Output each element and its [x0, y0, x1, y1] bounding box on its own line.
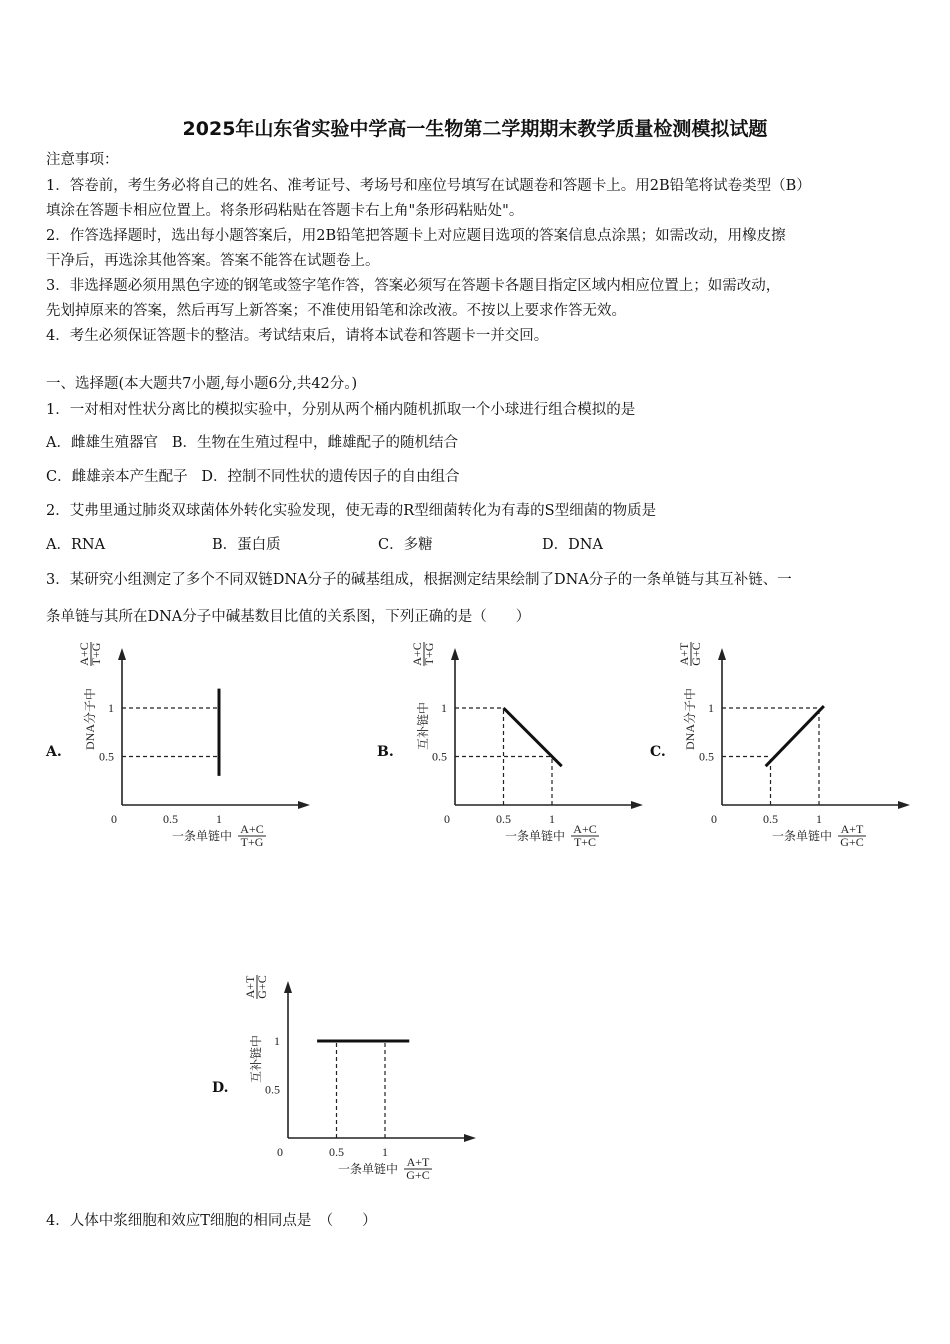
- y-axis-label: 互补链中: [249, 1034, 263, 1083]
- y-fraction-denominator: G+C: [255, 975, 269, 999]
- x-tick-label: 1: [816, 812, 822, 826]
- y-fraction-denominator: T+G: [89, 642, 103, 666]
- x-fraction-numerator: A+T: [840, 822, 864, 836]
- option-d: D．控制不同性状的遗传因子的自由组合: [201, 469, 460, 485]
- x-tick-label: 1: [549, 812, 555, 826]
- x-axis-arrow-icon: [898, 801, 910, 809]
- option-a: A．雌雄生殖器官: [46, 435, 158, 451]
- question-2-stem: 2．艾弗里通过肺炎双球菌体外转化实验发现，使无毒的R型细菌转化为有毒的S型细菌的物质是: [46, 503, 657, 519]
- x-fraction-denominator: T+C: [573, 835, 597, 849]
- y-fraction-numerator: A+C: [410, 642, 424, 666]
- x-axis-label: 一条单链中: [337, 1162, 398, 1176]
- y-tick-label: 0.5: [699, 749, 714, 764]
- y-tick-label: 0.5: [99, 749, 114, 764]
- x-fraction-numerator: A+C: [573, 822, 597, 836]
- graph-a: [42, 640, 342, 860]
- y-fraction-denominator: G+C: [689, 642, 703, 666]
- x-fraction-denominator: G+C: [840, 835, 864, 849]
- option-a: A．RNA: [46, 537, 106, 553]
- x-axis-arrow-icon: [464, 1134, 476, 1142]
- figure-d-label: D.: [212, 1080, 229, 1096]
- y-axis-label-group: [677, 642, 703, 750]
- option-c: C．多糖: [378, 537, 433, 553]
- x-tick-label: 1: [382, 1145, 388, 1159]
- y-tick-label: 1: [708, 701, 714, 715]
- x-tick-label: 0: [277, 1145, 283, 1159]
- notice-line: 填涂在答题卡相应位置上。将条形码粘贴在答题卡右上角"条形码粘贴处"。: [46, 203, 524, 219]
- y-tick-label: 0.5: [432, 749, 447, 764]
- y-tick-label: 1: [441, 701, 447, 715]
- graph-d: [208, 973, 508, 1193]
- graph-b: [375, 640, 675, 860]
- x-tick-label: 0: [444, 812, 450, 826]
- y-axis-arrow-icon: [451, 648, 459, 660]
- notice-heading: 注意事项：: [46, 152, 119, 168]
- notice-line: 3．非选择题必须用黑色字迹的钢笔或签字笔作答，答案必须写在答题卡各题目指定区域内相应位置上；如需改动，: [46, 278, 781, 294]
- y-axis-label: DNA分子中: [83, 688, 97, 750]
- option-d: D．DNA: [542, 537, 603, 553]
- x-tick-label: 0.5: [763, 812, 778, 826]
- x-tick-label: 0: [711, 812, 717, 826]
- figure-a-label: A.: [46, 744, 62, 760]
- x-fraction-denominator: G+C: [406, 1168, 430, 1182]
- y-axis-arrow-icon: [284, 981, 292, 993]
- y-fraction-denominator: T+G: [422, 642, 436, 666]
- question-1-stem: 1．一对相对性状分离比的模拟实验中，分别从两个桶内随机抓取一个小球进行组合模拟的是: [46, 402, 636, 418]
- notice-line: 2．作答选择题时，选出每小题答案后，用2B铅笔把答题卡上对应题目选项的答案信息点涂黑；如需改动，用橡皮擦: [46, 228, 786, 244]
- x-tick-label: 0.5: [496, 812, 511, 826]
- x-fraction-denominator: T+G: [240, 835, 264, 849]
- y-axis-label: 互补链中: [416, 701, 430, 750]
- y-fraction-numerator: A+T: [677, 642, 691, 666]
- notice-line: 先划掉原来的答案，然后再写上新答案；不准使用铅笔和涂改液。不按以上要求作答无效。: [46, 303, 626, 319]
- x-axis-label: 一条单链中: [504, 829, 565, 843]
- x-axis-arrow-icon: [298, 801, 310, 809]
- question-1-options-row: [46, 468, 460, 486]
- y-tick-label: 0.5: [265, 1082, 280, 1097]
- option-c: C．雌雄亲本产生配子: [46, 469, 188, 485]
- y-axis-arrow-icon: [718, 648, 726, 660]
- y-fraction-numerator: A+T: [243, 975, 257, 999]
- notice-line: 4．考生必须保证答题卡的整洁。考试结束后，请将本试卷和答题卡一并交回。: [46, 328, 549, 344]
- y-axis-label-group: [77, 642, 103, 750]
- data-line: [766, 706, 824, 766]
- figure-b-label: B.: [377, 744, 394, 760]
- section-heading: 一、选择题(本大题共7小题,每小题6分,共42分。): [46, 376, 358, 392]
- question-3-stem: 3．某研究小组测定了多个不同双链DNA分子的碱基组成，根据测定结果绘制了DNA分子的一条单链与其互补链、一: [46, 572, 792, 588]
- option-b: B．生物在生殖过程中，雌雄配子的随机结合: [171, 435, 458, 451]
- x-fraction-numerator: A+T: [406, 1155, 430, 1169]
- graph-c: [642, 640, 942, 860]
- x-fraction-numerator: A+C: [240, 822, 264, 836]
- y-axis-label-group: [410, 642, 436, 750]
- question-4-stem: 4．人体中浆细胞和效应T细胞的相同点是 （ ）: [46, 1213, 377, 1229]
- notice-line: 干净后，再选涂其他答案。答案不能答在试题卷上。: [46, 253, 380, 269]
- question-1-options-row: [46, 434, 458, 452]
- x-tick-label: 0.5: [329, 1145, 344, 1159]
- x-axis-label: 一条单链中: [771, 829, 832, 843]
- x-tick-label: 1: [216, 812, 222, 826]
- data-line: [504, 708, 562, 766]
- x-axis-label: 一条单链中: [171, 829, 232, 843]
- y-tick-label: 1: [274, 1034, 280, 1048]
- notice-line: 1．答卷前，考生务必将自己的姓名、准考证号、考场号和座位号填写在试题卷和答题卡上。用2B铅笔将试卷类型（B）: [46, 178, 811, 194]
- question-3-stem: 条单链与其所在DNA分子中碱基数目比值的关系图，下列正确的是（ ）: [46, 609, 531, 625]
- page-title: 2025年山东省实验中学高一生物第二学期期末教学质量检测模拟试题: [182, 118, 768, 140]
- option-b: B．蛋白质: [212, 537, 281, 553]
- y-tick-label: 1: [108, 701, 114, 715]
- y-fraction-numerator: A+C: [77, 642, 91, 666]
- y-axis-arrow-icon: [118, 648, 126, 660]
- x-tick-label: 0: [111, 812, 117, 826]
- y-axis-label-group: [243, 975, 269, 1083]
- y-axis-label: DNA分子中: [683, 688, 697, 750]
- figure-c-label: C.: [650, 744, 666, 760]
- x-tick-label: 0.5: [163, 812, 178, 826]
